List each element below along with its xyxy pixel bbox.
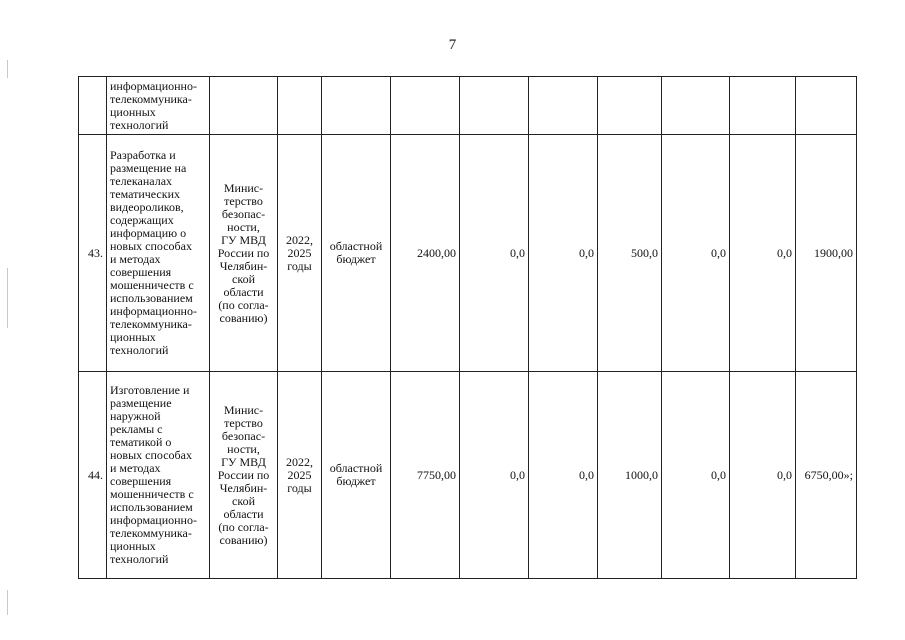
measure-name: Изготовление и размещение наружной рекламы с тематикой о новых способах и методах совершения мошенничеств с использованием информационно- телекоммуника- ционных технологий — [107, 372, 210, 579]
amount-col-3: 0,0 — [529, 372, 598, 579]
budget-table — [78, 76, 857, 579]
amount-col-3 — [529, 77, 598, 135]
row-number: 43. — [79, 135, 107, 372]
measure-name: Разработка и размещение на телеканалах тематических видеороликов, содержащих информацию о новых способах и методах совершения мошенничеств с использованием информационно- телекоммуника- ционных технологий — [107, 135, 210, 372]
amount-col-2: 0,0 — [460, 372, 529, 579]
funding-source — [322, 77, 391, 135]
table-row — [79, 372, 857, 579]
amount-total — [391, 77, 460, 135]
amount-col-5 — [662, 77, 730, 135]
amount-col-4 — [598, 77, 662, 135]
page-number: 7 — [448, 37, 457, 53]
years: 2022, 2025 годы — [278, 372, 322, 579]
years: 2022, 2025 годы — [278, 135, 322, 372]
row-number: 44. — [79, 372, 107, 579]
amount-total: 2400,00 — [391, 135, 460, 372]
executor — [210, 77, 278, 135]
amount-total: 7750,00 — [391, 372, 460, 579]
table-row — [79, 77, 857, 135]
amount-col-7: 6750,00»; — [796, 372, 857, 579]
scan-edge-mark — [7, 60, 8, 78]
amount-col-2: 0,0 — [460, 135, 529, 372]
amount-col-6 — [730, 77, 796, 135]
executor: Минис- терство безопас- ности, ГУ МВД России по Челябин- ской области (по согла- сованию) — [210, 372, 278, 579]
measure-name: информационно- телекоммуника- ционных технологий — [107, 77, 210, 135]
executor: Минис- терство безопас- ности, ГУ МВД России по Челябин- ской области (по согла- сованию) — [210, 135, 278, 372]
amount-col-4: 1000,0 — [598, 372, 662, 579]
amount-col-7 — [796, 77, 857, 135]
amount-col-7: 1900,00 — [796, 135, 857, 372]
amount-col-2 — [460, 77, 529, 135]
scan-edge-mark — [7, 590, 8, 615]
amount-col-5: 0,0 — [662, 135, 730, 372]
years — [278, 77, 322, 135]
amount-col-5: 0,0 — [662, 372, 730, 579]
funding-source: областной бюджет — [322, 135, 391, 372]
scan-edge-mark — [7, 268, 8, 328]
table-row — [79, 135, 857, 372]
amount-col-4: 500,0 — [598, 135, 662, 372]
amount-col-6: 0,0 — [730, 372, 796, 579]
row-number — [79, 77, 107, 135]
amount-col-3: 0,0 — [529, 135, 598, 372]
funding-source: областной бюджет — [322, 372, 391, 579]
amount-col-6: 0,0 — [730, 135, 796, 372]
